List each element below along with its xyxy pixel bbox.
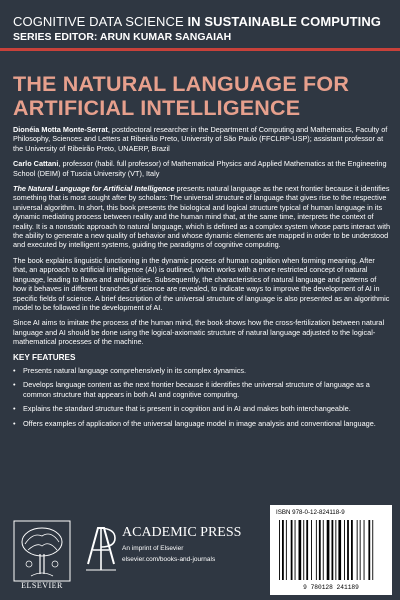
barcode-bar xyxy=(360,520,361,580)
author-bio-2 xyxy=(13,159,391,178)
description-paragraph-3: Since AI aims to imitate the process of the human mind, the book shows how the cross-fertilization between natural language and AI should be done using the logical-axiomatic structure of natural language adjusted to the logical-mathematical processes of the machine. xyxy=(13,318,385,347)
barcode-bar xyxy=(306,520,308,580)
key-feature-item: • Develops language content as the next frontier because it identifies the universal structure of language as a common structure that appears in both AI and cognitive computing. xyxy=(13,380,391,399)
series-title-prefix: COGNITIVE DATA SCIENCE xyxy=(13,14,188,29)
elsevier-wordmark: ELSEVIER xyxy=(21,581,63,590)
author-detail-2: , professor (habil. full professor) of Mathematical Physics and Applied Mathematics at the Engineering School (DEIM) of Tuscia University (VT), Italy xyxy=(13,159,387,178)
barcode-bar xyxy=(323,520,324,580)
barcode-bar xyxy=(316,520,317,580)
book-title xyxy=(13,72,393,120)
author-bio-1 xyxy=(13,125,391,153)
elsevier-tree-logo xyxy=(13,520,71,582)
description-paragraph-2: The book explains linguistic functioning in the dynamic process of human cognition when forming meaning. After that, an approach to artificial intelligence (AI) is outlined, which works with a more restricted concept of natural language, leading to flaws and ambiguities. Subsequently, the characteristics of natural language and patterns of how it behaves in different branches of science are revealed, to indicate ways to improve the development of AI in specific fields of science. A brief description of the universal structure of language is also presented as an algorithmic model to be followed in the development of AI. xyxy=(13,255,390,312)
barcode-digits: 9 780128 241189 xyxy=(303,584,359,591)
barcode-bar xyxy=(347,520,349,580)
key-feature-item: • Explains the standard structure that is present in cognition and in AI and makes both interchangeable. xyxy=(13,404,391,413)
author-name-2: Carlo Cattani xyxy=(13,159,59,169)
barcode-bar xyxy=(303,520,304,580)
barcode-bar xyxy=(332,520,334,580)
barcode-bar xyxy=(364,520,365,580)
publisher-imprint: An imprint of Elsevier xyxy=(122,545,184,552)
back-cover-text xyxy=(13,125,391,433)
barcode-bar xyxy=(357,520,358,580)
barcode-bar xyxy=(279,520,280,580)
barcode-bar xyxy=(338,520,341,580)
barcode-bar xyxy=(282,520,284,580)
key-feature-item: • Presents natural language comprehensively in its complex dynamics. xyxy=(13,366,391,375)
series-editor: SERIES EDITOR: ARUN KUMAR SANGAIAH xyxy=(13,31,232,43)
barcode-bar xyxy=(335,520,336,580)
series-title-bold: IN SUSTAINABLE COMPUTING xyxy=(187,14,382,29)
barcode-bar xyxy=(344,520,345,580)
series-title xyxy=(13,14,381,29)
barcode-bar xyxy=(291,520,293,580)
description-p1-text: presents natural language as the next frontier because it identifies something that is most sought after by scholars: The universal structure of language that gives rise to the respective universal algorithm. In short, this book presents the biological and logical structure typical of human language in its dynamic mediating process between reality and the human mind that, at the same time, interprets the context of reality. It is a nonstatic approach to natural language, which is defined as a complex system whose parts interact with the ability to generate a new quality of behavior and whose dynamic elements are mapped in order to be understood and executed by intelligent systems, guiding the paradigms of cognitive computing. xyxy=(13,184,391,250)
description-paragraph-1 xyxy=(13,184,391,250)
author-name-1: Dionéia Motta Monte-Serrat xyxy=(13,125,108,134)
author-detail-1: , postdoctoral researcher in the Department of Computing and Mathematics, Faculty of Philosophy, Sciences and Letters at Ribeirão Preto, University of São Paulo (FFCLRP-USP); assistant professor at the University of Ribeirão Preto, UNAERP, Brazil xyxy=(13,125,388,153)
barcode-graphic xyxy=(278,520,384,580)
isbn-label: ISBN 978-0-12-824118-9 xyxy=(276,509,345,516)
barcode-bar xyxy=(319,520,321,580)
barcode-bar xyxy=(286,520,287,580)
barcode-bar xyxy=(368,520,370,580)
barcode-bar xyxy=(299,520,302,580)
academic-press-logo xyxy=(84,520,118,572)
barcode-bar xyxy=(351,520,353,580)
book-title-line-2: ARTIFICIAL INTELLIGENCE xyxy=(13,96,301,120)
divider-rule xyxy=(0,48,400,51)
key-feature-item: • Offers examples of application of the universal language model in image analysis and conventional language. xyxy=(13,419,391,428)
barcode-bar xyxy=(311,520,312,580)
publisher-name: ACADEMIC PRESS xyxy=(122,525,242,540)
isbn-barcode-panel xyxy=(270,505,392,595)
key-features-list xyxy=(13,366,391,428)
description-book-title: The Natural Language for Artificial Intelligence xyxy=(13,184,175,194)
barcode-bar xyxy=(372,520,373,580)
publisher-url: elsevier.com/books-and-journals xyxy=(122,556,216,563)
barcode-bar xyxy=(295,520,296,580)
key-features-heading: KEY FEATURES xyxy=(13,352,76,362)
book-title-line-1: THE NATURAL LANGUAGE FOR xyxy=(13,72,350,96)
barcode-bar xyxy=(327,520,330,580)
